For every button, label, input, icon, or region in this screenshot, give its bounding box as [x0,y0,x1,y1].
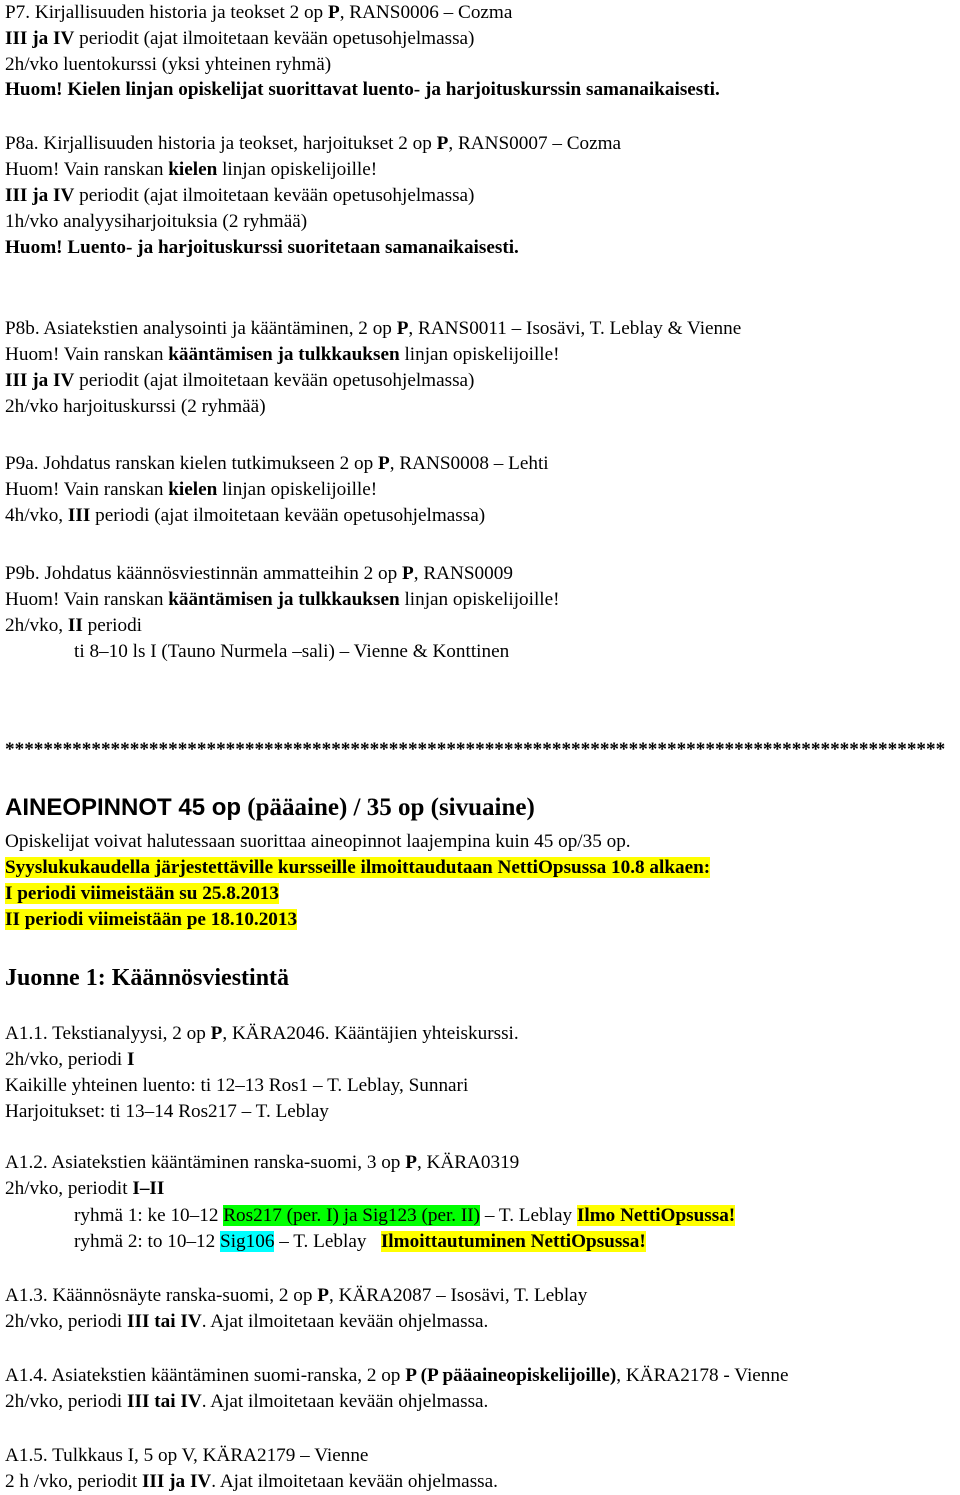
text: periodit (ajat ilmoitetaan kevään opetusohjelmassa) [74,185,475,206]
text: III [67,505,91,526]
text: 2h/vko, [5,615,68,636]
aine-registration [5,855,710,881]
text: P [396,318,409,339]
text: P [405,1152,417,1173]
a11-lecture: Kaikille yhteinen luento: ti 12–13 Ros1 – T. Leblay, Sunnari [5,1075,469,1096]
text: A1.2. Asiatekstien kääntäminen ranska-suomi, 3 op [5,1152,406,1173]
text: periodit (ajat ilmoitetaan kevään opetusohjelmassa) [74,28,475,49]
a12-title [5,1150,519,1176]
text: – T. Leblay [274,1231,381,1252]
text: III ja IV [141,1471,212,1492]
text: kääntämisen ja tulkkauksen [168,344,400,365]
a13-hours [5,1309,488,1335]
a13-title [5,1283,587,1309]
p9b-hours [5,613,142,639]
text: Sig106 [220,1231,275,1252]
text: , RANS0008 – Lehti [389,453,549,474]
a12-hours [5,1176,164,1202]
text: III tai IV [127,1311,202,1332]
p7-periods [5,26,474,52]
juonne-heading: Juonne 1: Käännösviestintä [5,965,290,991]
text: Syyslukukaudella järjestettäville kursseille ilmoittaudutaan NettiOpsussa 10.8 alkaen: [5,857,711,878]
a15-hours [5,1469,498,1495]
p8b-periods [5,368,474,394]
p8a-title [5,131,621,157]
text: I periodi viimeistään su 25.8.2013 [5,883,279,904]
text: P [378,453,390,474]
text: 2 h /vko, periodit [5,1471,142,1492]
a11-hours [5,1047,135,1073]
a11-title [5,1021,519,1047]
text: linjan opiskelijoille! [217,159,378,180]
text: III tai IV [127,1391,202,1412]
text: , RANS0011 – Isosävi, T. Leblay & Vienne [408,318,742,339]
text: Huom! Vain ranskan [5,479,169,500]
p8b-note [5,342,560,368]
text: P [327,2,340,23]
p8a-hours: 1h/vko analyysiharjoituksia (2 ryhmää) [5,211,308,232]
a14-title [5,1363,789,1389]
text: AINEOPINNOT 45 op [5,794,242,821]
text: Huom! Vain ranskan [5,344,169,365]
text: ryhmä 1: ke 10–12 [74,1205,224,1226]
aine-info: Opiskelijat voivat halutessaan suorittaa aineopinnot laajempina kuin 45 op/35 op. [5,831,631,852]
text: P [402,563,414,584]
text: 2h/vko, periodi [5,1049,128,1070]
p7-title [5,0,512,26]
text: , KÄRA2046. Kääntäjien yhteiskurssi. [222,1023,519,1044]
text: linjan opiskelijoille! [399,589,560,610]
text: I–II [132,1178,165,1199]
text: periodi [82,615,142,636]
p9a-note [5,477,377,503]
p8a-note2: Huom! Luento- ja harjoituskurssi suoritetaan samanaikaisesti. [5,237,519,258]
text: II periodi viimeistään pe 18.10.2013 [5,909,298,930]
text: I [127,1049,135,1070]
p9b-note [5,587,560,613]
p7-note: Huom! Kielen linjan opiskelijat suorittavat luento- ja harjoituskurssin samanaikaisesti. [5,79,720,100]
aine-period-1 [5,881,279,907]
text: linjan opiskelijoille! [217,479,378,500]
text: (pääaine) / 35 op (sivuaine) [241,794,535,821]
text: 2h/vko, periodi [5,1391,128,1412]
p8a-periods [5,183,474,209]
text: – T. Leblay [480,1205,577,1226]
p8a-note [5,157,377,183]
text: 2h/vko, periodit [5,1178,133,1199]
p9b-title [5,561,513,587]
text: periodi (ajat ilmoitetaan kevään opetusohjelmassa) [90,505,486,526]
p9a-title [5,451,549,477]
text: P9a. Johdatus ranskan kielen tutkimukseen 2 op [5,453,379,474]
text: P [210,1023,223,1044]
text: periodit (ajat ilmoitetaan kevään opetusohjelmassa) [74,370,475,391]
p9b-time: ti 8–10 ls I (Tauno Nurmela –sali) – Vienne & Konttinen [74,641,510,662]
p8b-title [5,316,741,342]
a12-group-2 [74,1229,646,1255]
p8b-hours: 2h/vko harjoituskurssi (2 ryhmää) [5,396,266,417]
text: kääntämisen ja tulkkauksen [168,589,400,610]
text: Ilmoittautuminen NettiOpsussa! [380,1231,646,1252]
aineopinnot-heading [5,792,535,824]
text: . Ajat ilmoitetaan kevään ohjelmassa. [211,1471,498,1492]
p7-hours: 2h/vko luentokurssi (yksi yhteinen ryhmä) [5,54,332,75]
text: III ja IV [5,28,75,49]
text: P9b. Johdatus käännösviestinnän ammatteihin 2 op [5,563,403,584]
text: P [436,133,449,154]
text: P [317,1285,329,1306]
text: II [67,615,83,636]
text: 2h/vko, periodi [5,1311,128,1332]
text: III ja IV [5,370,75,391]
text: , RANS0007 – Cozma [448,133,622,154]
text: III ja IV [5,185,75,206]
text: , KÄRA2178 - Vienne [616,1365,789,1386]
text: ryhmä 2: to 10–12 [74,1231,221,1252]
aine-period-2 [5,907,297,933]
text: , RANS0009 [413,563,513,584]
text: kielen [168,159,218,180]
text: Huom! Vain ranskan [5,159,169,180]
text: kielen [168,479,218,500]
p9a-hours [5,503,485,529]
text: A1.4. Asiatekstien kääntäminen suomi-ranska, 2 op [5,1365,406,1386]
text: , RANS0006 – Cozma [339,2,513,23]
text: , KÄRA0319 [416,1152,520,1173]
text: linjan opiskelijoille! [399,344,560,365]
separator-line: ************************************************************************************************** [5,739,946,760]
a15-title: A1.5. Tulkkaus I, 5 op V, KÄRA2179 – Vienne [5,1445,369,1466]
text: P8a. Kirjallisuuden historia ja teokset, harjoitukset 2 op [5,133,437,154]
text: P7. Kirjallisuuden historia ja teokset 2 op [5,2,328,23]
text: Ros217 (per. I) ja Sig123 (per. II) [223,1205,481,1226]
text: P (P pääaineopiskelijoille) [405,1365,617,1386]
a14-hours [5,1389,488,1415]
text: A1.1. Tekstianalyysi, 2 op [5,1023,211,1044]
text: 4h/vko, [5,505,68,526]
text: P8b. Asiatekstien analysointi ja kääntäminen, 2 op [5,318,397,339]
text: , KÄRA2087 – Isosävi, T. Leblay [329,1285,588,1306]
text: Huom! Vain ranskan [5,589,169,610]
text: Ilmo NettiOpsussa! [576,1205,736,1226]
a12-group-1 [74,1203,735,1229]
text: . Ajat ilmoitetaan kevään ohjelmassa. [201,1391,489,1412]
text: . Ajat ilmoitetaan kevään ohjelmassa. [201,1311,489,1332]
a11-exercises: Harjoitukset: ti 13–14 Ros217 – T. Leblay [5,1101,329,1122]
text: A1.3. Käännösnäyte ranska-suomi, 2 op [5,1285,318,1306]
